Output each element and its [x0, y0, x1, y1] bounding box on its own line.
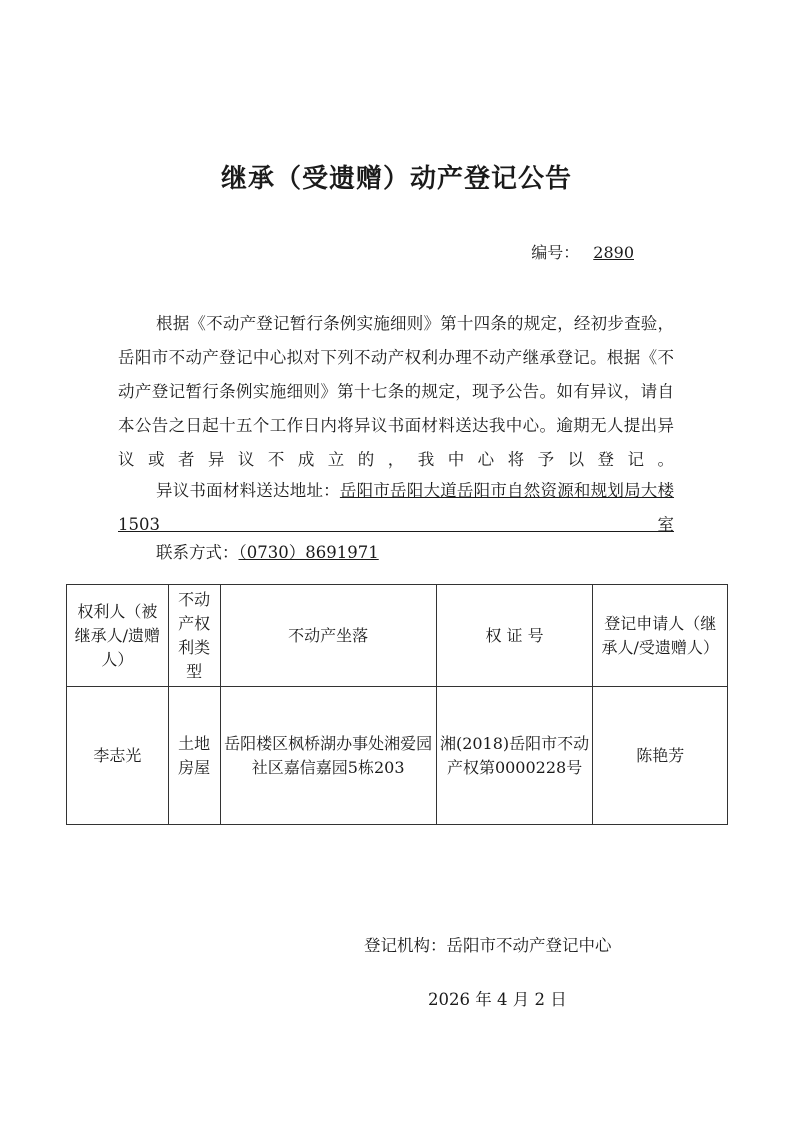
page-title: 继承（受遗赠）动产登记公告 [220, 164, 572, 194]
header-location: 不动产坐落 [220, 585, 436, 687]
table-row [67, 687, 728, 825]
notice-number [531, 240, 634, 263]
cell-certificate-no: 湘(2018)岳阳市不动产权第0000228号 [436, 687, 593, 825]
cell-right-type: 土地房屋 [168, 687, 220, 825]
notice-body: 根据《不动产登记暂行条例实施细则》第十四条的规定，经初步查验，岳阳市不动产登记中心拟对下列不动产权利办理不动产继承登记。根据《不动产登记暂行条例实施细则》第十七条的规定，现予公告。如有异议，请自本公告之日起十五个工作日内将异议书面材料送达我中心。逾期无人提出异议或者异议不成立的，我中心将予以登记。 [118, 314, 674, 469]
objection-address-value: 岳阳市岳阳大道岳阳市自然资源和规划局大楼1503室 [118, 481, 675, 534]
contact-info [156, 539, 712, 563]
cell-applicant: 陈艳芳 [593, 687, 728, 825]
header-applicant: 登记申请人（继承人/受遗赠人） [593, 585, 728, 687]
table-header-row [67, 585, 728, 687]
notice-number-label: 编号： [531, 243, 580, 262]
contact-value: （0730）8691971 [238, 543, 379, 562]
registration-org-label: 登记机构： [364, 936, 447, 955]
objection-address-label: 异议书面材料送达地址： [156, 481, 340, 500]
registration-org [364, 932, 612, 956]
cell-rights-holder: 李志光 [67, 687, 169, 825]
registration-org-value: 岳阳市不动产登记中心 [446, 936, 612, 955]
property-table [66, 584, 728, 825]
header-rights-holder: 权利人（被继承人/遗赠人） [67, 585, 169, 687]
contact-label: 联系方式： [156, 543, 239, 562]
objection-address [118, 474, 674, 542]
notice-number-value: 2890 [593, 243, 634, 262]
cell-location: 岳阳楼区枫桥湖办事处湘爱园社区嘉信嘉园5栋203 [220, 687, 436, 825]
header-certificate-no: 权 证 号 [436, 585, 593, 687]
notice-date: 2026 年 4 月 2 日 [428, 990, 567, 1009]
header-right-type: 不动产权利类型 [168, 585, 220, 687]
